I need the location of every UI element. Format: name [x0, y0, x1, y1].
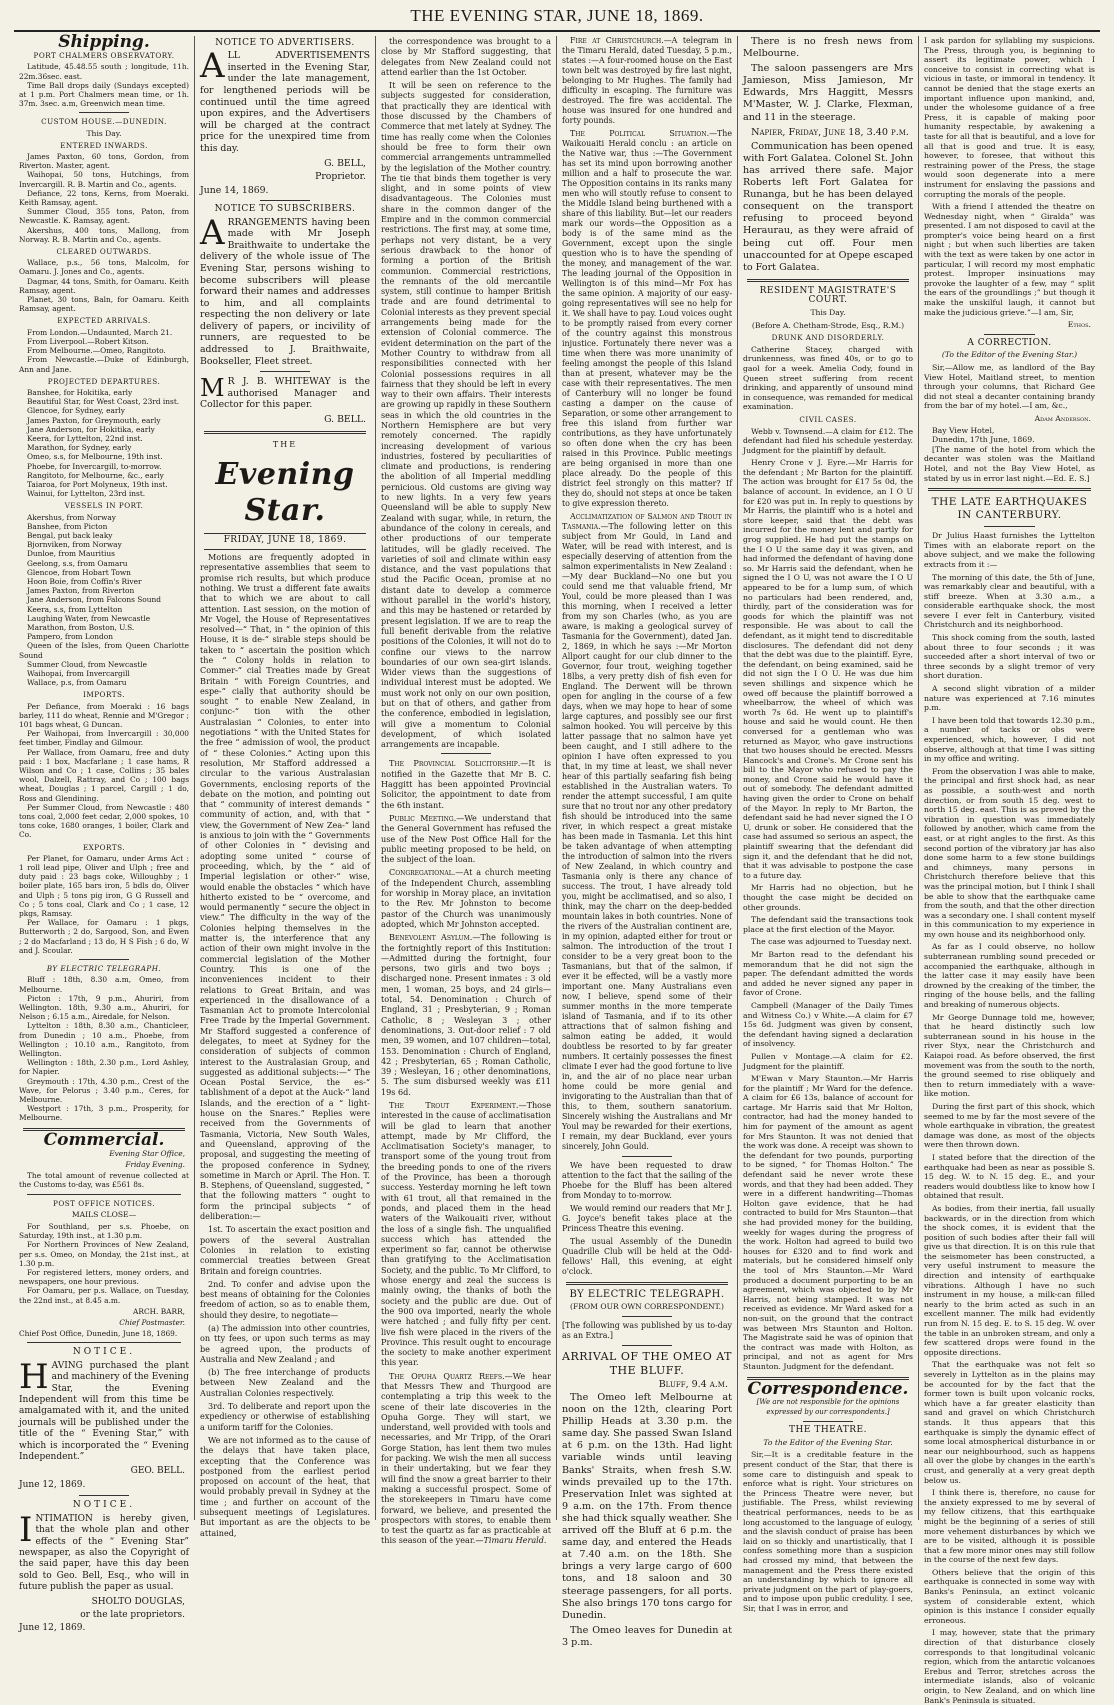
divider: [441, 753, 491, 754]
text-line: I may, however, state that the primary direction of that disturbance closely corresponds to that longitudinal volcanic region, which from the antarctic volcanoes Erebus and Terror, stretches across the intermediate islands, also of volcanic origin, to New Zealand, and on which line Bank's Peninsula is situated.: [924, 1628, 1095, 1705]
court-sub: This Day.: [810, 307, 846, 317]
telegraph-note: [The following was published by us to-day as an Extra.]: [562, 1321, 732, 1340]
post-sign: ARCH. BARR,: [133, 1306, 185, 1316]
dropcap: A: [200, 46, 225, 87]
court-title: RESIDENT MAGISTRATE'S COURT.: [759, 285, 897, 306]
text-line: Geelong, s.s, from Oamaru: [27, 558, 128, 568]
item-head: The Trout Experiment.: [389, 1099, 519, 1110]
text-line: From Newcastle.—Duke of Edinburgh, Ann and Jane.: [19, 355, 189, 374]
text-line: Webb v. Townsend.—A claim for £12. The defendant had filed his schedule yesterday. Judgment for the plaintiff by default.: [743, 426, 913, 455]
text-line: Rangitoto, for Melbourne, &c., early: [27, 470, 164, 480]
notice-text: [200, 376, 370, 411]
text-line: Motions are frequently adopted in representative assemblies that seem to promise rich results, but which produce nothing. We trust a different fate awaits that to which we are about to call attention. Last session, on the motion of Mr Vogel, the House of Representatives resolved—“ That, in “ the opinion of this House, it is de-“ sirable steps should be taken to “ ascertain the position which the “ Colony holds in relation to Commer-“ cial Treaties made by Great Britain “ with Foreign Countries, and espe-“ cially that authority should be sought “ to enable New Zealand, in conjunc-“ tion with the other Australasian “ Colonies, to enter into negotiations “ with the United States for the free “ admission of wool, the product of “ these Colonies.” Acting upon this resolution, Mr Stafford addressed a circular to the various Australasian Governments, enclosing reports of the debate on the motion, and pointing out that “ community of interest demands “ community of action, and, with that “ view, the Government of New Zea-“ land is anxious to join with the “ Governments of other Colonies in “ devising and adopting some united “ course of proceeding, which, by the “ aid of Imperial legislation or other-“ wise, would enable the obstacles “ which have hitherto existed to be “ overcome, and would permanently “ secure the object in view.” The difficulty in the way of the Colonies helping themselves in the matter is, the interference that any action of their own might involve in the commercial legislation of the Mother Country. This is one of the inconveniences incident to their relations to Great Britain, and was experienced in the disallowance of a Tasmanian Act to promote Intercolonial Free Trade by the Imperial Government. Mr Stafford suggested a conference of delegates, to meet at Sydney for the consideration of subjects of common interest to the Australasian Group, and suggested as additional subjects:—“ The Ocean Postal Service, the es-“ tablishment of a depot at the Auck-“ land Islands, and the erection of a “ light-house on the Snares.” Replies were received from the Governments of Tasmania, Victoria, New South Wales, and Queensland, approving of the proposal, and suggesting the meeting of the proposed conference in Sydney, sometime in March or April. The Hon. T. B. Stephens, of Queensland, suggested, “ that the following matters “ ought to form the principal subjects “ of deliberation:—: [200, 552, 370, 1222]
text-line: the correspondence was brought to a close by Mr Stafford suggesting, that delegates from New Zealand could not attend earlier than the 1st October.: [381, 36, 551, 77]
vessels-lines: [19, 513, 189, 688]
dropcap: I: [19, 1509, 33, 1550]
text-line: Mr Harris had no objection, but he thought the case might be decided on other grounds.: [743, 883, 913, 912]
text-line: Time Ball drops daily (Sundays excepted) at 1 p.m. Port Chalmers mean time, or 1h. 37m. 3sec. a.m, Greenwich mean time.: [19, 80, 189, 109]
commercial-when: Friday Evening.: [125, 1159, 185, 1169]
theatre-continued: I ask pardon for syllabling my suspicions. The Press, through you, is beginning to assert its legitimate power, which I conceive to consist in correcting what is vicious in taste, or immoral in tendency. It cannot be denied that the stage exerts an important influence upon mankind, and, under the wholesome guidance of a free Press, it is capable of making poor humanity respectable, by awakening a taste for all that is beautiful, and a love for all that is good and true. It is easy, however, to foresee, that without this restraining power of the Press, the stage would soon degenerate into a mere instrument for enslaving the passions and corrupting the morals of the people.: [924, 36, 1095, 199]
item-source: —Timaru Herald.: [475, 1535, 547, 1546]
notice-whiteway: [200, 376, 370, 425]
text-line: Greymouth : 17th, 4.30 p.m., Crest of the Wave, for Pelorus ; 3.40 p.m., Ceres, for Melbourne.: [19, 1076, 189, 1104]
napier-dateline: Napier, Friday, June 18, 3.40 p.m.: [751, 126, 909, 138]
leader-article: [200, 552, 370, 1538]
expected-title: EXPECTED ARRIVALS.: [57, 316, 151, 326]
text-line: From Melbourne.—Omeo, Rangitoto.: [27, 346, 166, 356]
text-line: Per Defiance, from Moeraki : 16 bags barley, 111 do wheat, Rennie and M'Gregor ; 101 bags wheat, G Duncan.: [19, 701, 189, 730]
text-line: Laughing Water, from Newcastle: [27, 613, 151, 623]
text-line: James Paxton, 60 tons, Gordon, from Riverton. Master, agent.: [19, 152, 189, 171]
projected-title: PROJECTED DEPARTURES.: [47, 376, 161, 386]
notice-text: [200, 46, 370, 154]
drunk-text: Catherine Stacey, charged with drunkenness, was fined 40s, or to go to gaol for a week. Amelia Cody, found in Queen street suffering from recent drinking, and apparently of unsound mind in consequence, was remanded for medical examination.: [743, 344, 913, 412]
post-title: POST OFFICE NOTICES.: [53, 1198, 155, 1208]
text-line: We are not informed as to the cause of the delays that have taken place, excepting that the Conference was postponed from the earliest period proposed on account of the heat, that would probably prevail in Sydney at the time ; and further on account of the subsequent meetings of Legislatures. But important as are the objects to be attained,: [200, 1434, 370, 1538]
divider: [622, 1156, 672, 1157]
expected-lines: [19, 328, 189, 374]
notice-sign: G. BELL,: [324, 157, 366, 169]
commercial-office: Evening Star Office,: [109, 1148, 185, 1158]
quake-report: [924, 531, 1095, 1705]
correction-text: Sir,—Allow me, as landlord of the Bay View Hotel, Maitland street, to mention through your columns, that Richard Gee did not steal a decanter containing brandy from the bar of my hotel.—I am, &c.,: [924, 363, 1095, 411]
text-line: 2nd. To confer and advise upon the best means of obtaining for the Colonies freedom of action, so as to enable them, should they desire, to negotiate—: [200, 1278, 370, 1320]
item-head: The Provincial Solicitorship.: [389, 758, 521, 769]
item-joyce: We would remind our readers that Mr J. G. Joyce's benefit takes place at the Princess Theatre this evening.: [562, 1204, 732, 1233]
text-line: Hoon Boie, from Coffin's River: [27, 576, 142, 586]
leader-continued: [381, 36, 551, 749]
notice-sign: GEO. BELL.: [130, 1466, 185, 1477]
item-head: The Opuha Quartz Reefs.: [389, 1370, 505, 1381]
court-before: (Before A. Chetham-Strode, Esq., R.M.): [751, 320, 905, 330]
text-line: Omeo, s.s, for Melbourne, 19th inst.: [27, 452, 163, 462]
item-text: —Those interested in the cause of acclimatisation will be glad to learn that another attempt, made by Mr Clifford, the Acclimatisation Society's manager, to transport some of the young trout from the breeding ponds to one of the rivers of the Province, has been a thorough success. Yesterday morning he left town with 61 trout, all that remained in the ponds, and placed them in the head waters of the Waikouaiti river, without the loss of a single fish. The unqualified success which has attended the experiment so far, cannot be otherwise than gratifying to the Acclimatisation Society, and the public. To Mr Clifford, to whose energy and zeal the success is mainly owing, the thanks of both the society and the public are due. Out of the 900 ova imported, nearly the whole were hatched ; and fully fifty per cent. live fish were placed in the rivers of the Province. This result ought to encourage the society to make another experiment this year.: [381, 1099, 551, 1368]
text-line: Jane Anderson, from Falcons Sound: [27, 595, 162, 605]
text-line: Keera, for Lyttelton, 22nd inst.: [27, 433, 143, 443]
text-line: As far as I could observe, no hollow subterranean rumbling sound preceded or accompanied the earthquake, although in the latter case it may easily have been drowned by the creaking of the timber, the ringing of the house bells, and the falling and breaking of numerous objects.: [924, 942, 1095, 1010]
columns: [14, 32, 1100, 1705]
theatre-continued: With a friend I attended the theatre on Wednesday night, when “ Giralda” was presented. I am not disposed to cavil at the prompter's voice being heard on a first night ; but when such liberties are taken with the text as were taken by one actor in particular, I will record my most emphatic protest. Improper insinuations may provoke the laughter of a few, may “ split the ears of the groundlings ;” but though it make the unskilful laugh, it cannot but make the judicious grieve.”—I am, Sir,: [924, 202, 1095, 317]
quake-title: THE LATE EARTHQUAKES IN CANTERBURY.: [931, 496, 1088, 522]
text-line: 3rd. To deliberate and report upon the expediency or otherwise of establishing a uniform tariff for the Colonies.: [200, 1401, 370, 1432]
text-line: The case was adjourned to Tuesday next.: [751, 937, 912, 947]
news-text: There is no fresh news from Melbourne.: [743, 36, 913, 60]
divider: [204, 431, 366, 434]
text-line: Wallace, p.s, from Oamaru: [27, 678, 127, 688]
imports-lines: [19, 702, 189, 840]
item-head: The Political Situation.: [570, 129, 710, 138]
theatre-text: Sir,—It is a creditable feature in the present conduct of the Star, that there is some care to distinguish and speak to enforce what is right. Your strictures on the Princess Theatre were never, but justifiable. The Press, whilst reviewing theatrical performances, needs to be as long accustomed to the language of eulogy, and the slavish conduct of praise has been laid on so thickly and unartistically, that I confess something more than a suspicion had crossed my mind, that between the management and the Press there existed an understanding by which to ignore all private judgment on the part of play-goers, and to impose upon public credulity. I see, Sir, that I was in error, and: [743, 1450, 913, 1613]
notice-sign: G. BELL.: [324, 414, 366, 426]
commercial-title: Commercial.: [43, 1129, 165, 1150]
item-meeting: [381, 813, 551, 864]
omeo-dateline: Bluff, 9.4 a.m.: [658, 1379, 728, 1390]
divider: [260, 200, 310, 201]
cleared-title: CLEARED OUTWARDS.: [56, 247, 152, 257]
notice-text: [19, 1356, 189, 1464]
text-line: That the earthquake was not felt so severely in Lyttelton as in the plains may be accounted for by the fact that the former town is built upon volcanic rocks, which have a far greater elasticity than sand and gravel on which Christchurch stands. It thus appears that this earthquake is simply the dynamic effect of some local atmospherical disturbance in or near our neighbourhood, such as happens all over the globe by changes in the earth's crust, and generally at a very great depth below us.: [924, 1360, 1095, 1485]
text-line: Banshee, from Picton: [27, 521, 108, 531]
text-line: Per Wallace, for Oamaru : 1 pkgs, Butterworth ; 2 do, Sargood, Son, and Ewen ; 2 do Macfarland ; 13 do, H S Fish ; 6 do, W and J. Scoular.: [19, 918, 189, 955]
omeo-text: The Omeo leaves for Dunedin at 3 p.m.: [562, 1624, 732, 1648]
column-1: [14, 32, 195, 1634]
divider: [803, 1421, 853, 1422]
text-line: For Southland, per s.s. Phoebe, on Saturday, 19th inst., at 1.30 p.m.: [19, 1221, 189, 1241]
text-line: The defendant said the transactions took place at the first election of the Mayor.: [743, 915, 913, 934]
column-2: [195, 36, 376, 1538]
item-head: Acclimatization of Salmon and Trout in Tasmania.: [562, 512, 732, 531]
text-line: Others believe that the origin of this earthquake is connected in some way with Banks's Peninsula, an extinct volcanic system of considerable extent, which opinion is this instance I consider equally erroneous.: [924, 1567, 1095, 1625]
civil-title: CIVIL CASES.: [799, 414, 857, 424]
text-line: Picton : 17th, 9 p.m., Ahuriri, from Wellington. 18th, 9.30 a.m., Ahuriri, for Nelson ; 6.15 a.m., Airedale, for Nelson.: [19, 993, 189, 1022]
text-line: 1st. To ascertain the exact position and powers of the several Australian Colonies in relation to existing commercial treaties between Great Britain and foreign countries.: [200, 1224, 370, 1276]
text-line: Banshee, for Hokitika, early: [27, 387, 133, 397]
text-line: For Northern Provinces of New Zealand, per s.s. Omeo, on Monday, the 21st inst., at 1.30 p.m.: [19, 1240, 189, 1268]
correction-note: [The name of the hotel from which the decanter was stolen was the Maitland Hotel, and not the Bay View Hotel, as stated by us in error last night.—Ed. E. S.]: [924, 444, 1095, 483]
text-line: Wainui, for Lyttelton, 23rd inst.: [27, 489, 146, 499]
text-line: Pampero, from London: [27, 632, 113, 642]
text-line: Jane Anderson, for Hokitika, early: [27, 424, 155, 434]
notice-sign-title: or the late proprietors.: [80, 1609, 185, 1620]
text-line: James Paxton, for Greymouth, early: [27, 415, 161, 425]
item-opuha: [381, 1371, 551, 1546]
text-line: M'Ewan v Mary Staunton.—Mr Harris for the plaintiff ; Mr Ward for the defence. A claim for £6 13s, balance of account for cartage. Mr Harris said that Mr Holton, contractor, had had the money handed to him for payment of the amount as agent for Mrs Staunton. It was not denied that the work was done. A receipt was shown to the defendant for two pounds, purporting to be signed, “ for Thomas Holton.” The defendant said he never wrote these words, and that they had been added. They were in a different handwriting—Thomas Holton gave evidence, that he had contracted to build for Mrs Staunton—that she had provided money for the building, weekly for wages during the progress of the work. Holton had agreed to build two houses for £320 and to find work and materials, but he considered himself only the tool of Mrs Staunton.—Mr Ward produced a document purporting to be an agreement, which was objected to by Mr Harris, not being stamped. It was not received as evidence. Mr Ward asked for a non-suit, on the ground that the contract was between Mrs Staunton and Holton. The Magistrate said he was of opinion that the contract was made with Holton, as principal, and not as agent for Mrs Staunton. Judgment for the defendant.: [743, 1074, 913, 1371]
item-head: Public Meeting.: [389, 812, 457, 823]
exports-title: EXPORTS.: [82, 842, 126, 852]
telegraph-title: BY ELECTRIC TELEGRAPH.: [46, 964, 162, 974]
text-line: Bengal, put back leaky: [27, 530, 113, 540]
text-line: Per Summer Cloud, from Newcastle : 480 tons coal, 2,000 feet cedar, 2,000 spokes, 10 tons coke, 1680 oranges, 1 boiler, Clark and Co.: [19, 802, 189, 840]
masthead: THE EVENING STAR, JUNE 18, 1869.: [410, 6, 704, 25]
column-6: [919, 36, 1100, 1705]
theatre-to: To the Editor of the Evening Star.: [763, 1437, 893, 1447]
text-line: Summer Cloud, from Newcastle: [27, 659, 148, 669]
text-line: Marathon, for Sydney, early: [27, 443, 132, 453]
text-line: Campbell (Manager of the Daily Times and Witness Co.) v White.—A claim for £7 15s 6d. Judgment was given by consent, the defendant having signed a declaration of insolvency.: [743, 1000, 913, 1049]
text-line: Bjornviken, from Norway: [27, 540, 122, 550]
vessels-title: VESSELS IN PORT.: [64, 501, 144, 511]
notice-text: [200, 212, 370, 368]
item-trout: [381, 1100, 551, 1368]
divider: [747, 279, 909, 282]
item-congregational: [381, 867, 551, 929]
divider: [622, 1316, 672, 1317]
theatre-title: THE THEATRE.: [789, 1425, 867, 1436]
text-line: For registered letters, money orders, and newspapers, one hour previous.: [19, 1267, 189, 1287]
entered-lines: [19, 152, 189, 244]
text-line: Waihopai, from Invercargill: [27, 669, 130, 678]
text-line: Wallace, p.s., 56 tons, Malcolm, for Oamaru. J. Jones and Co., agents.: [19, 258, 189, 277]
divider: [260, 371, 310, 372]
text-line: Glencoe, for Sydney, early: [27, 406, 125, 416]
text-line: Westport : 17th, 3 p.m., Prosperity, for Melbourne.: [19, 1104, 189, 1123]
telegraph-title: BY ELECTRIC TELEGRAPH.: [569, 1289, 725, 1300]
item-text: —The following is the fortnightly report of this Institution:—Admitted during the fortnight, four persons, two girls and two boys ; discharged none. Present inmates : 3 old men, 1 woman, 25 boys, and 24 girls—total, 54. Denomination : Church of England, 31 ; Presbyterian, 9 ; Roman Catholic, 8 ; Wesleyan 3 ; other denominations, 3. Out-door relief : 7 old men, 39 women, and 107 children—total, 153. Denomination : Church of England, 42 ; Presbyterian, 65 ; Roman Catholic, 39 ; Wesleyan, 16 ; other denominations, 5. The sum disbursed weekly was £11 19s 6d.: [381, 932, 551, 1097]
omeo-text: The Omeo left Melbourne at noon on the 12th, clearing Port Phillip Heads at 3.30 p.m. the same day. She passed Swan Island at 6 p.m. on the 13th. Had light variable winds until leaving Banks' Straits, when fresh S.W. winds prevailed up to the 17th. Preservation Inlet was sighted at 9 a.m. on the 17th. From thence she had thick squally weather. She arrived off the Bluff at 6 p.m. the same day, and entered the Heads at 7.40 a.m. on the 18th. She brings a very large cargo of 600 tons, and 18 saloon and 30 steerage passengers, for all ports. She also brings 170 tons cargo for Dunedin.: [562, 1392, 732, 1621]
entered-title: ENTERED INWARDS.: [60, 140, 148, 150]
item-text: —A telegram in the Timaru Herald, dated Tuesday, 5 p.m., states :—A four-roomed house on the East town belt was destroyed by fire last night, belonging to Mr Hughes. The family had difficulty in escaping. The furniture was destroyed. The fire was accidental. The house was insured for one hundred and forty pounds.: [562, 36, 732, 125]
divider: [79, 1495, 129, 1496]
post-sign-title: Chief Postmaster.: [119, 1318, 185, 1327]
notice-advertisers: [200, 46, 370, 196]
text-line: For Oamaru, per p.s. Wallace, on Tuesday, the 22nd inst., at 8.45 a.m.: [19, 1286, 189, 1305]
divider: [984, 526, 1035, 527]
text-line: Planet, 30 tons, Baln, for Oamaru. Keith Ramsay, agent.: [19, 295, 189, 314]
text-line: Per Planet, for Oamaru, under Arms Act : 1 roll lead pipe, Oliver and Ulph ; free and duty paid : 23 bags coke, Willoughby ; 1 boiler plate, 165 bars iron, 5 bdls do, Oliver and Ulph ; 5 tons pig iron, G G Russell and Co ; 5 tons coal, Clark and Co ; 1 case, 12 pkgs, Ramsay.: [19, 853, 189, 919]
notice-sign-title: Proprietor.: [315, 171, 366, 183]
post-sub: MAILS CLOSE—: [71, 1209, 137, 1219]
text-line: Summer Cloud, 355 tons, Paton, from Newcastle. K. Ramsay, agent.: [19, 207, 189, 226]
notice-sign: SHOLTO DOUGLAS,: [91, 1596, 185, 1607]
theatre-sign: Ethos.: [1067, 320, 1091, 330]
omeo-report: [562, 1392, 732, 1649]
item-head: Congregational.: [389, 867, 456, 878]
dropcap: M: [200, 374, 225, 403]
text-line: Queen of the Isles, from Queen Charlotte Sound: [19, 641, 189, 660]
correction-title: A CORRECTION.: [967, 337, 1052, 348]
post-lines: [19, 1222, 189, 1305]
text-line: Henry Crone v J. Eyre.—Mr Harris for the defendant ; Mr Barton for the plaintiff. The action was brought for £17 5s 0d, the balance of account. In evidence, an I O U for £20 was put in. In reply to questions by Mr Harris, the plaintiff who is a hotel and store keeper, said that the debt was incurred for the money lent and partly for grog supplied. He had put the stamps on the I O U the same day it was given, and had informed the defendant of having done so. Mr Harris said the defendant, when he signed the I O U, was not aware the I O U appeared to be for a lump sum, of which no particulars had been rendered, and, thirdly, part of the consideration was for goods for which the plaintiff was not responsible. He was about to call the defendant, as it might tend to discreditable disclosures. The defendant did not deny that the debt was due to the plaintiff. Eyre, the defendant, on being examined, said he did not sign the I O U. He was due him seven shillings and sixpence which he owed off because the plaintiff borrowed a wheelbarrow, the wheel of which was worth 7s 6d. He went up to plaintiff's house and said he would count. He then conversed for a gentleman who was returned as Mayor, who gave instructions that two houses should be erected. Messrs Hancock's and Crone's. Mr Crone sent his bill to the Mayor who refused to pay the money, and Crone said he would have it out of somebody. The defendant admitted having given the order to Crone on behalf of the Mayor. In reply to Mr Barton, the defendant said he had never signed the I O U, drunk or sober. He considered that the case had assumed so serious an aspect, the plaintiff swearing that the defendant did sign it, and the defendant that he did not, that it was advisable to postpone the case to a future day.: [743, 458, 913, 880]
text-line: Per Waihopai, from Invercargill : 30,000 feet timber, Findlay and Gilmour.: [19, 729, 189, 748]
correction-to: (To the Editor of the Evening Star.): [941, 350, 1078, 360]
column-5: [738, 36, 919, 1613]
text-line: Dagmar, 44 tons, Smith, for Oamaru. Keith Ramsay, agent.: [19, 276, 189, 295]
column-4: [557, 36, 738, 1648]
divider: [928, 488, 1091, 491]
notice-date: June 12, 1869.: [19, 1623, 86, 1634]
text-line: Pullen v Montage.—A claim for £2. Judgment for the plaintiff.: [743, 1051, 913, 1071]
divider: [204, 533, 366, 534]
item-salmon: [562, 512, 732, 1152]
masthead-rule: [14, 30, 1100, 32]
text-line: Akershus, 400 tons, Mallong, from Norway. R. B. Martin and Co., agents.: [19, 225, 189, 244]
text-line: James Paxton, from Riverton: [27, 586, 135, 596]
customs-sub: This Day.: [86, 128, 122, 138]
customs-title: CUSTOM HOUSE.—DUNEDIN.: [41, 117, 167, 127]
text-line: As bodies, from their inertia, fall usually backwards, or in the direction from which the shock comes, it is evident that the position of such bodies after their fall will give us that direction. It is on this rule that the seismometer has been constructed, a very useful instrument to measure the direction and intensity of earthquake vibrations. Although I have no such instrument in my house, a milk-can filled nearly to the brim acted as such in an excellent manner. The milk had evidently run from N. 15 deg. E. to S. 15 deg. W. over the table in an unbroken stream, and only a few scattered drops were found in the opposite directions.: [924, 1203, 1095, 1357]
notice-body: NTIMATION is hereby given, that the whole plan and other effects of the “ Evening Star” newspaper, as also the Copyright of the said paper, have this day been sold to Geo. Bell, Esq., who will in future publish the paper as usual.: [19, 1513, 189, 1593]
text-line: Wellington : 18th, 2.30 p.m., Lord Ashley, for Napier.: [19, 1058, 189, 1077]
notice-body: RRANGEMENTS having been made with Mr Joseph Braithwaite to undertake the delivery of the whole issue of The Evening Star, persons wishing to become subscribers will please forward their names and addresses to him, and all complaints respecting the non delivery or late delivery of papers, or incivility of runners, are requested to be addressed to J. Braithwaite, Bookseller, Fleet street.: [200, 216, 370, 367]
exports-lines: [19, 854, 189, 955]
text-line: From London.—Undaunted, March 21.: [27, 327, 173, 337]
text-line: Marathon, from Boston, U.S.: [27, 622, 135, 632]
item-asylum: [381, 932, 551, 1097]
notice-subscribers-title: NOTICE TO SUBSCRIBERS.: [214, 204, 356, 215]
civil-cases: [743, 427, 913, 1372]
drunk-title: DRUNK AND DISORDERLY.: [771, 333, 885, 343]
cleared-lines: [19, 258, 189, 313]
text-line: Defiance, 22 tons, Kerns, from Moeraki. Keith Ramsay, agent.: [19, 188, 189, 208]
text-line: Keera, s.s, from Lyttelton: [27, 604, 123, 614]
paper-title: Evening Star.: [215, 456, 355, 528]
text-line: Glencoe, from Hobart Town: [27, 567, 131, 577]
item-head: Benevolent Asylum.: [389, 932, 473, 943]
notice-body: LL ADVERTISEMENTS inserted in the Evening Star, under the late management, for lengthened periods will be continued until the time agreed upon expires, and the Advertisers will be charged at the contract price for the unexpired time from this day.: [200, 50, 370, 154]
notice-advertisers-title: NOTICE TO ADVERTISERS.: [215, 38, 355, 48]
item-text: —We hear that Messrs Thew and Thurgood are contemplating a trip this week to the scene of their late discoveries in the Opuha Gorge. They will start, we understand, well provided with tools and necessaries, and Mr Tripp, of the Orari Gorge Station, has lent them two mules for packing. We wish the men all success in their undertaking, but we fear they will find the snow a great barrier to their making a successful prospect. Some of the storekeepers in Timaru have come forward, we believe, and presented the prospectors with stores, to enable them to test the quartz as far as practicable at this season of the year.: [381, 1370, 552, 1546]
notice-date: June 12, 1869.: [19, 1479, 86, 1490]
commercial-text: The total amount of revenue collected at the Customs to-day, was £561 8s.: [19, 1171, 189, 1190]
notice-title: NOTICE.: [72, 1347, 136, 1358]
text-line: Akershus, from Norway: [27, 512, 116, 522]
divider: [79, 959, 129, 960]
correction-date: Dunedin, 17th June, 1869.: [932, 435, 1035, 445]
dropcap: A: [200, 212, 225, 253]
text-line: From the observation I was able to make, the principal and first shock had, as near as possible, a south-west and north direction, or from south 15 deg. west to north 15 deg. east. This is as proved by the vibration in question was immediately followed by another, which came from the east, or at right angles to the first. As this second portion of the vibratory jar has also done some harm to a few stone buildings and chimneys, many persons in Christchurch therefore believe that this was the principal motion, but I think I shall be able to show that the earthquake came from the south, and that the other direction was a secondary one. I shall content myself in this communication to my experience in my own house and its neighborhood only.: [924, 766, 1095, 939]
column-3: [376, 36, 557, 1546]
omeo-title: ARRIVAL OF THE OMEO AT THE BLUFF.: [562, 1350, 732, 1377]
item-quadrille: The usual Assembly of the Dunedin Quadrille Club will be held at the Odd-fellows' Hall, this evening, at eight o'clock.: [562, 1237, 732, 1276]
correction-place: Bay View Hotel,: [932, 425, 995, 435]
text-line: The morning of this date, the 5th of June, was remarkably clear and beautiful, with a stiff breeze. When at 3.30 a.m., a considerable earthquake shock, the most severe I ever felt in Canterbury, visited Christchurch and its neighborhood.: [924, 572, 1095, 630]
text-line: Bluff : 18th, 8.30 a.m, Omeo, from Melbourne.: [19, 975, 189, 994]
text-line: Mr Barton read to the defendant his memorandum that he did not sign the paper. The defendant admitted the words and added he never signed any paper in favor of Crone.: [743, 949, 913, 998]
item-solicitorship: [381, 758, 551, 809]
item-head: Fire at Christchurch.: [570, 36, 664, 45]
text-line: During the first part of this shock, which seemed to me by far the most severe of the whole earthquake in vibration, the greatest damage was done, as most of the objects were then thrown down.: [924, 1101, 1095, 1150]
text-line: I think there is, therefore, no cause for the anxiety expressed to me by several of my fellow citizens, that this earthquake might be the beginning of a series of still more vehement disturbances by which we are to be visited, although it is possible that a few more minor ones may still follow in the course of the next few days.: [924, 1488, 1095, 1565]
item-text: —It is notified in the Gazette that Mr B. C. Haggitt has been appointed Provincial Solicitor, the appointment to date from the 6th instant.: [381, 758, 551, 810]
projected-lines: [19, 388, 189, 498]
text-line: Mr George Dunnage told me, however, that he heard distinctly such low subterranean sound in his house in the river Styx, near the Christchurch and Kaiapoi road. As before observed, the first movement was from the south to the north, the ground seemed to rise obliquely and then to return immediately with a wave-like motion.: [924, 1012, 1095, 1099]
notice-body: R J. B. WHITEWAY is the authorised Manager and Collector for this paper.: [200, 376, 370, 411]
item-text: —At a church meeting of the Independent Church, assembling for worship in Moray place, an invitation to the Rev. Mr Johnston to become pastor of the Church was unanimously adopted, which Mr Johnston accepted.: [381, 867, 551, 929]
notice-text: [19, 1509, 189, 1594]
text-line: Latitude, 45.48.55 south ; longitude, 11h. 22m.36sec. east.: [19, 62, 189, 81]
notice-date: June 14, 1869.: [200, 184, 269, 196]
divider: [79, 112, 129, 113]
paper-date: FRIDAY, JUNE 18, 1869.: [223, 534, 347, 545]
item-political: [562, 129, 732, 509]
divider: [27, 1194, 181, 1195]
text-line: A second slight vibration of a milder nature was experienced at 7.16 minutes p.m.: [924, 684, 1095, 713]
text-line: Lyttelton : 18th, 8.30 a.m., Chanticleer, from Dunedin ; 10 a.m., Phoebe, from Wellington ; 10.10 a.m., Rangitoto, from Wellington.: [19, 1021, 189, 1058]
text-line: This shock coming from the south, lasted about three to four seconds ; it was succeeded after a short interval of two or three seconds by a slight tremor of very short duration.: [924, 633, 1095, 681]
item-fire: [562, 36, 732, 126]
text-line: Beautiful Star, for West Coast, 23rd inst.: [27, 397, 180, 407]
text-line: Dunloe, from Mauritius: [27, 549, 115, 559]
correspondence-note: [We are not responsible for the opinions expressed by our correspondents.]: [756, 1398, 900, 1416]
correspondence-title: Correspondence.: [747, 1378, 909, 1399]
notices-block: [19, 1347, 189, 1634]
text-line: Waihopai, 50 tons, Hutchings, from Invercargill. R. B. Martin and Co., agents.: [19, 170, 189, 189]
item-text: —We understand that the General Government has refused the use of the New Post Office Hall for the public meeting proposed to be held, on the subject of the loan.: [381, 812, 552, 865]
item-phoebe: We have been requested to draw attention to the fact that the sailing of the Phoebe for the Bluff has been altered from Monday to to-morrow.: [562, 1161, 732, 1200]
text-line: (a) The admission into other countries, on tty fees, or upon such terms as may be agreed upon, the products of Australia and New Zealand ; and: [200, 1323, 370, 1364]
item-text: —The Waikouaiti Herald conclu : an article on the Native war, thus :—The Government has set its mind upon borrowing another million and a half to prosecute the war. The Opposition contains in its ranks many men who will stoutly refuse to consent to the Middle Island being burthened with a share of this liability. But—let our readers mark our words—the Opposition as a body is of the same mind as the Government, except upon the single question who is to have the spending of the money, and management of the war. The leading journal of the Opposition in Wellington is of this mind—Mr Fox has the same opinion. A majority of our easy-going representatives will see no help for it. We shall have to pay. Loud voices ought to be promptly raised from every corner of the country against this monstrous injustice. Fortunately there never was a time when there was more unanimity of feeling amongst the people of this Island than at present, whatever may be the case with their representatives. The men of Canterbury will no longer be found casting a damper on the cause of Separation, or some other arrangement to free this island from further war contributions, as they have unfortunately so often done when the cry has been raised in this Province. Public meetings are being organised in more than one place already. Do the people of this district feel strongly on this matter? If they do, should not steps at once be taken to give expression thereto.: [562, 129, 732, 508]
saloon-text: The saloon passengers are Mrs Jamieson, Miss Jamieson, Mr Edwards, Mrs Haggitt, Messrs M'Master, W. J. Clarke, Flexman, and 11 in the steerage.: [743, 63, 913, 123]
text-line: Dr Julius Haast furnishes the Lyttelton Times with an elaborate report on the above subject, and we make the following extracts from it :—: [924, 531, 1095, 569]
text-line: (b) The free interchange of products between New Zealand and the Australian Colonies respectively.: [200, 1367, 370, 1398]
telegraph-continued: [743, 36, 913, 274]
imports-title: IMPORTS.: [83, 690, 125, 700]
observatory-title: PORT CHALMERS OBSERVATORY.: [33, 51, 175, 61]
telegraph-sub: (FROM OUR OWN CORRESPONDENT.): [569, 1302, 724, 1311]
text-line: It will be seen on reference to the subjects suggested for consideration, that practically they are identical with those discussed by the Chambers of Commerce that met lately at Sydney. The time has really come when the Colonies should be free to form their own commercial arrangements untrammelled by the legislation of the Mother country. The tie that binds them together is very slight, and in some points of view disadvantageous. The Colonies must share in the common danger of the Empire and in the common commercial restrictions. The first may, at some time, perhaps not very distant, be a very serious drawback to the honor of forming a portion of the British communion. Commercial restrictions, the remnants of the old mercantile system, still continue to hamper British trade and are found detrimental to Colonial interests as they prevent special arrangements being made for the extension of Colonial commerce. The evident determination on the part of the Mother Country to withdraw from all responsibilities connected with her Colonial possessions requires in all fairness that they should be left in every way to their own affairs. Their interests are growing up rapidly in these Southern seas in which the old countries in the Northern Hemisphere are but very remotely concerned. The rapidly increasing development of various industries, fostered by peculiarities of climate and productions, is rendering the abolition of all Imperial meddling pernicious. Old customs are giving way to new lights. In a very few years Queensland will be able to supply New Zealand with sugar, while, in return, the abundance of the colony in cereals, and other productions of our temperate latitudes, will be gladly received. The varieties of soil and climate within easy distance, and the vast populations that stud the Pacific Ocean, promise at no distant date to develop a commerce without parallel in the world's history, and this may be hastened or retarded by present legislation. If we are to reap the full benefit derivable from the relative positions of the Colonies, it will not do to confine our views to the narrow boundaries of our own sea-girt islands. Wider views than the suggestions of individual interest must be adopted. We must work not only on our own position, but on that of others, and gather from the conference, embodied in legislation, will give a momentum to Colonial development, of which isolated arrangements are incapable.: [381, 80, 551, 750]
notice-title: NOTICE.: [72, 1500, 136, 1511]
text-line: I stated before that the direction of the earthquake had been as near as possible S. 15 deg. W. to N. 15 deg. E., and your readers would doubtless like to know how I obtained that result.: [924, 1152, 1095, 1201]
text-line: I have been told that towards 12.30 p.m., a number of tacks or obs were experienced, which, however, I did not observe, although at that time I was sitting in my office and writing.: [924, 715, 1095, 764]
divider: [984, 334, 1035, 335]
observatory-lines: [19, 62, 189, 108]
telegraph-lines: [19, 975, 189, 1122]
notice-subscribers: [200, 212, 370, 368]
divider: [27, 1342, 181, 1343]
shipping-title: Shipping.: [58, 32, 150, 52]
correction-sign: Adam Anderson.: [1034, 413, 1091, 423]
notice-body: AVING purchased the plant and machinery of the Evening Star, the Evening Independent will from this time be amalgamated with it, and the united journals will be published under the title of the “ Evening Star,” with which is incorporated the “ Evening Independent.”: [19, 1360, 189, 1463]
divider: [204, 549, 366, 550]
item-text: —The following letter on this subject from Mr Gould, in Land and Water, will be read with interest, and is especially deserving of attention from the salmon experimentalists in New Zealand :—My dear Buckland—No one but you could send me that valuable friend, Mr Youl, could be more pleased than I was this morning, when I received a letter from my son Charles (who, as you are aware, is making a geological survey of Tasmania for the Government), dated Jan. 2, 1869, in which he says :—Mr Morton Allport caught for our club dinner to the Governor, four trout, weighing together 18lbs, a very pretty dish of fish even for England. The Derwent will be thrown open for angling in the course of a few days, when we may hope to hear of some large captures, and possibly see our first salmon hooked. You will perceive by this latter passage that no salmon have yet been caught, and I still adhere to the opinion I have often expressed to you that, in my time at least, we shall never hear of this partially seafaring fish being established in the Australian waters. To render the attempt successful, I am quite sure that no trout nor any other predatory fish should be introduced into the same river, in which respect a great mistake has been made in Tasmania. Let this hint be taken advantage of when attempting the introduction of salmon into the rivers of New Zealand, in which country and Tasmania only is there any chance of success. The trout, I have already told you, might be acclimatised, and so also, I think, may the charr on the deep-bedded mountain lakes in both countries. None of the rivers of the Australian continent are, in my opinion, adapted either for trout or salmon. The introduction of the trout I consider to be a very great boon to the Tasmanians, but that of the salmon, if ever it be effected, will be a vastly more important one. Many Australians even now, I believe, spend some of their summer months in the more temperate island of Tasmania, and if to its other attractions that of salmon fishing and salmon eating be added, it would doubtless be resorted to by far greater numbers. It certainly possesses the finest climate I ever had the good fortune to live in, and the air of no place near urban home could be more genial and invigorating to the Australian than that of this, to them, southern sanatorium. Sincerely wishing the Australians and Mr Youl may be rewarded for their exertions, I remain, my dear Buckland, ever yours sincerely, John Gould.: [562, 522, 732, 1151]
text-line: Phoebe, for Invercargill, to-morrow.: [27, 461, 162, 471]
text-line: Per Wallace, from Oamaru, free and duty paid : 1 box, Macfarlane ; 1 case hams, R Wilson and Co ; 1 case, Collins ; 35 bales wool, Dalzell, Rattray, and Co ; 100 bags wheat, Douglas ; 1 parcel, Cargill ; 1 do, Ross and Glendining.: [19, 747, 189, 803]
post-dateline: Chief Post Office, Dunedin, June 18, 1869.: [19, 1329, 178, 1339]
divider: [622, 1345, 672, 1346]
text-line: Taiaroa, for Port Molyneux, 19th inst.: [27, 479, 168, 489]
divider: [566, 1282, 728, 1285]
dropcap: H: [19, 1356, 49, 1397]
paper-the: THE: [272, 439, 298, 449]
text-line: From Liverpool.—Robert Kitson.: [27, 336, 149, 346]
napier-text: Communication has been opened with Fort Galatea. Colonel St. John has arrived there safe. Major Roberts left Fort Galatea for Runanga, but he has been delayed consequent on the transport refusing to proceed beyond Heraurau, as they were afraid of being cut off. Four men unaccounted for at Opepe escaped to Fort Galatea.: [743, 140, 913, 273]
